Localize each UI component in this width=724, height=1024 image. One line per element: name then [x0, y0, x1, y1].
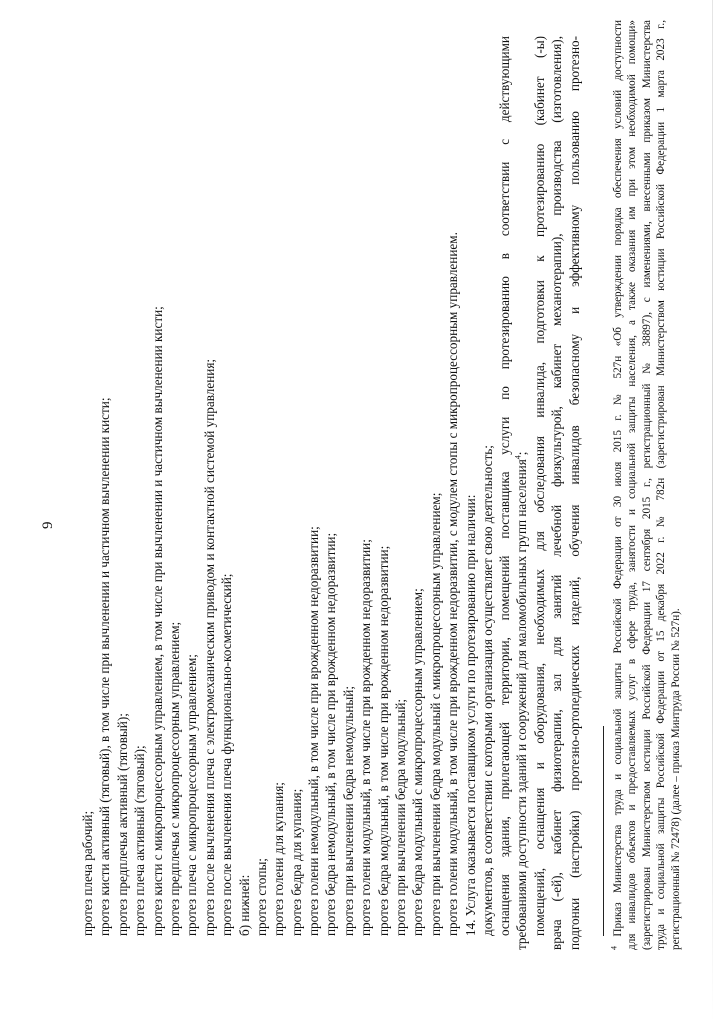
list-item: протез при вычленении бедра немодульный;	[340, 686, 356, 936]
list-item: протез бедра для купания;	[288, 788, 304, 936]
list-item: протез голени для купания;	[271, 782, 287, 936]
list-item: протез голени немодульный, в том числе при врожденном недоразвитии;	[306, 526, 322, 936]
list-item: протез предплечья активный (тяговый);	[114, 713, 130, 936]
footnote-line: труда и социальной защиты Российской Федерации от 15 декабря 2022 г. № 782н (зарегистрирован Министерством юстиции Российской Федерации 1 марта 2023 г.,	[655, 20, 668, 950]
list-item: протез после вычленения плеча функционально-косметический;	[219, 573, 235, 936]
section-label: б) нижней:	[236, 874, 252, 936]
list-item: протез бедра модульный, в том числе при врожденном недоразвитии;	[375, 545, 391, 936]
footnote-line: $^4$ Приказ Министерства труда и социальной защиты Российской Федерации от 30 июля 2015 г. № 527н «Об утверждении порядка обеспечения условий доступности	[609, 20, 624, 950]
footnote-separator	[603, 726, 604, 936]
list-item: протез кисти с микропроцессорным управлением, в том числе при вычленении и частичном вычленении кисти;	[149, 306, 165, 936]
list-item: протез голени модульный, в том числе при врожденном недоразвитии;	[358, 539, 374, 936]
paragraph-line: помещений, оснащения и оборудования, необходимых для обследования инвалида, подготовки к протезированию (кабинет (-ы)	[532, 36, 547, 936]
footnote-line: для инвалидов объектов и предоставляемых услуг в сфере труда, занятости и социальной защиты населения, а также оказания им при этом необходимой помощи»	[626, 20, 639, 950]
list-item: протез после вычленения плеча с электромеханическим приводом и контактной системой управления;	[201, 358, 217, 936]
paragraph-line: требованиями доступности зданий и сооружений для маломобильных групп населения$^4$;	[513, 451, 529, 950]
list-item: протез плеча рабочий;	[80, 810, 95, 936]
footnote-ref[interactable]: 4	[513, 455, 523, 460]
paragraph-line: подгонки (настройки) протезно-ортопедических изделий, обучения инвалидов безопасному и эффективному пользованию протезно-	[567, 36, 582, 950]
paragraph-14-heading: 14. Услуга оказывается поставщиком услуги по протезированию при наличии:	[462, 494, 478, 936]
list-item: протез предплечья с микропроцессорным управлением;	[166, 621, 182, 936]
list-item: протез при вычленении бедра модульный;	[393, 698, 409, 936]
list-item: протез бедра немодульный, в том числе при врожденном недоразвитии;	[323, 532, 339, 936]
list-item: протез кисти активный (тяговый), в том числе при вычленении и частичном вычленении кисти;	[97, 397, 113, 936]
list-item: протез бедра модульный с микропроцессорным управлением;	[410, 588, 426, 936]
footnote-line: (зарегистрирован Министерством юстиции Российской Федерации 17 сентября 2015 г., регистрационный № 38897), с изменениями, внесенными приказом Министерства	[640, 20, 653, 950]
paragraph-line: врача (-ей), кабинет физиотерапии, зал для занятий лечебной физкультурой, кабинет механотерапии), производства (изготовления),	[549, 36, 564, 950]
list-item: протез стопы;	[253, 858, 269, 936]
footnote	[611, 20, 683, 950]
list-item: протез голени модульный, в том числе при врожденном недоразвитии, с модулем стопы с микропроцессорным управлением.	[445, 232, 461, 936]
paragraph-line: документов, в соответствии с которыми организация осуществляет свою деятельность;	[479, 445, 495, 936]
footnote-marker: 4	[609, 946, 619, 950]
paragraph-line: оснащения здания, прилегающей территории, помещений поставщика услуги по протезированию в соответствии с действующими	[497, 36, 512, 936]
list-item: протез плеча с микропроцессорным управлением;	[184, 654, 200, 936]
page-number: 9	[40, 521, 56, 529]
body-text	[79, 36, 496, 936]
scan-edge-shadow	[712, 0, 713, 1024]
list-item: протез плеча активный (тяговый);	[132, 745, 148, 936]
list-item: протез при вычленении бедра модульный с микропроцессорным управлением;	[427, 492, 443, 936]
footnote-line: регистрационный № 72478) (далее – приказ Минтруда России № 527н).	[669, 608, 682, 950]
